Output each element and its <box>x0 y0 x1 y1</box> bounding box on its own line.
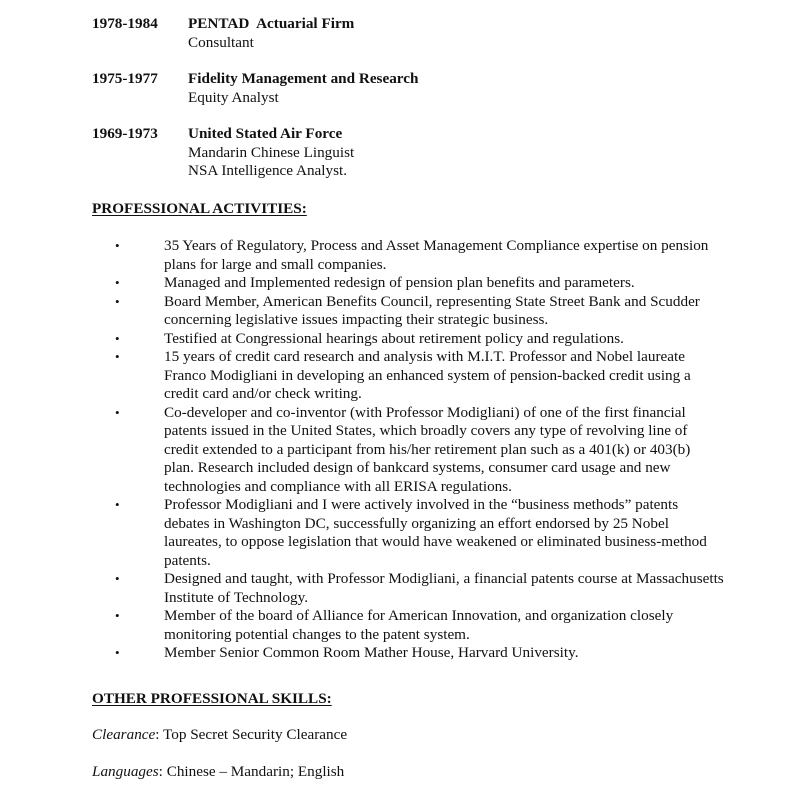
list-item-text: Board Member, American Benefits Council, representing State Street Bank and Scudder concerning legislative issues impacting their strategic business. <box>164 292 700 328</box>
list-item <box>0 274 724 293</box>
list-item-text: Testified at Congressional hearings about retirement policy and regulations. <box>164 329 624 347</box>
employment-organization: PENTAD Actuarial Firm <box>188 15 355 32</box>
bullet-icon: • <box>115 293 120 309</box>
section-heading-professional-activities: PROFESSIONAL ACTIVITIES: <box>92 200 307 217</box>
bullet-icon: • <box>115 404 120 420</box>
employment-years: 1978-1984 <box>92 15 158 32</box>
bullet-icon: • <box>115 571 120 586</box>
list-item <box>0 570 724 607</box>
section-heading-other-professional-skills: OTHER PROFESSIONAL SKILLS: <box>92 690 332 707</box>
list-item <box>0 293 724 330</box>
bullet-icon: • <box>115 497 120 512</box>
bullet-icon: • <box>115 330 120 346</box>
list-item-text: 15 years of credit card research and analysis with M.I.T. Professor and Nobel laureate Franco Modigliani in developing an enhanced system of pension-backed credit using a credit card and/or check writing. <box>164 348 691 402</box>
list-item-text: Designed and taught, with Professor Modigliani, a financial patents course at Massachusetts Institute of Technology. <box>164 570 724 606</box>
employment-detail <box>188 15 768 52</box>
list-item-text: Co-developer and co-inventor (with Professor Modigliani) of one of the first financial patents issued in the United States, which broadly covers any type of revolving line of credit extended to a participant from his/her retirement plan such as a 401(k) or 403(b) plan. Research included design of bankcard systems, consumer card usage and new technologies and compliance with all ERISA regulations. <box>164 403 691 495</box>
employment-years: 1969-1973 <box>92 125 158 142</box>
list-item <box>0 644 724 663</box>
bullet-icon: • <box>115 238 120 253</box>
employment-detail <box>188 70 768 107</box>
list-item-text: 35 Years of Regulatory, Process and Asset Management Compliance expertise on pension plans for large and small companies. <box>164 237 709 273</box>
list-item <box>0 348 724 404</box>
skill-label: Languages <box>92 763 159 780</box>
employment-role: Equity Analyst <box>188 88 279 106</box>
employment-organization: United Stated Air Force <box>188 125 343 142</box>
list-item <box>0 237 724 274</box>
bullet-icon: • <box>115 608 120 623</box>
list-item <box>0 404 724 497</box>
list-item <box>0 607 724 644</box>
list-item-text: Managed and Implemented redesign of pension plan benefits and parameters. <box>164 274 635 291</box>
employment-years: 1975-1977 <box>92 70 158 87</box>
activities-list <box>0 237 811 663</box>
list-item-text: Professor Modigliani and I were actively involved in the “business methods” patents debates in Washington DC, successfully organizing an effort endorsed by 25 Nobel laureates, to oppose legislation that would have weakened or eliminated business-method patents. <box>164 496 707 569</box>
list-item <box>0 496 724 570</box>
skill-clearance <box>92 726 347 745</box>
employment-organization: Fidelity Management and Research <box>188 70 419 87</box>
list-item <box>0 330 724 349</box>
list-item-text: Member of the board of Alliance for American Innovation, and organization closely monitoring potential changes to the patent system. <box>164 607 674 643</box>
employment-role: Mandarin Chinese Linguist <box>188 143 355 161</box>
employment-detail <box>188 125 768 181</box>
skill-value: : Chinese – Mandarin; English <box>158 763 345 780</box>
bullet-icon: • <box>115 349 120 364</box>
bullet-icon: • <box>115 645 120 660</box>
employment-role: Consultant <box>188 33 254 51</box>
skill-languages <box>92 763 344 782</box>
employment-role: NSA Intelligence Analyst. <box>188 162 348 179</box>
bullet-icon: • <box>115 275 120 290</box>
skill-label: Clearance <box>92 726 156 743</box>
skill-value: : Top Secret Security Clearance <box>155 726 348 743</box>
list-item-text: Member Senior Common Room Mather House, Harvard University. <box>164 644 579 661</box>
